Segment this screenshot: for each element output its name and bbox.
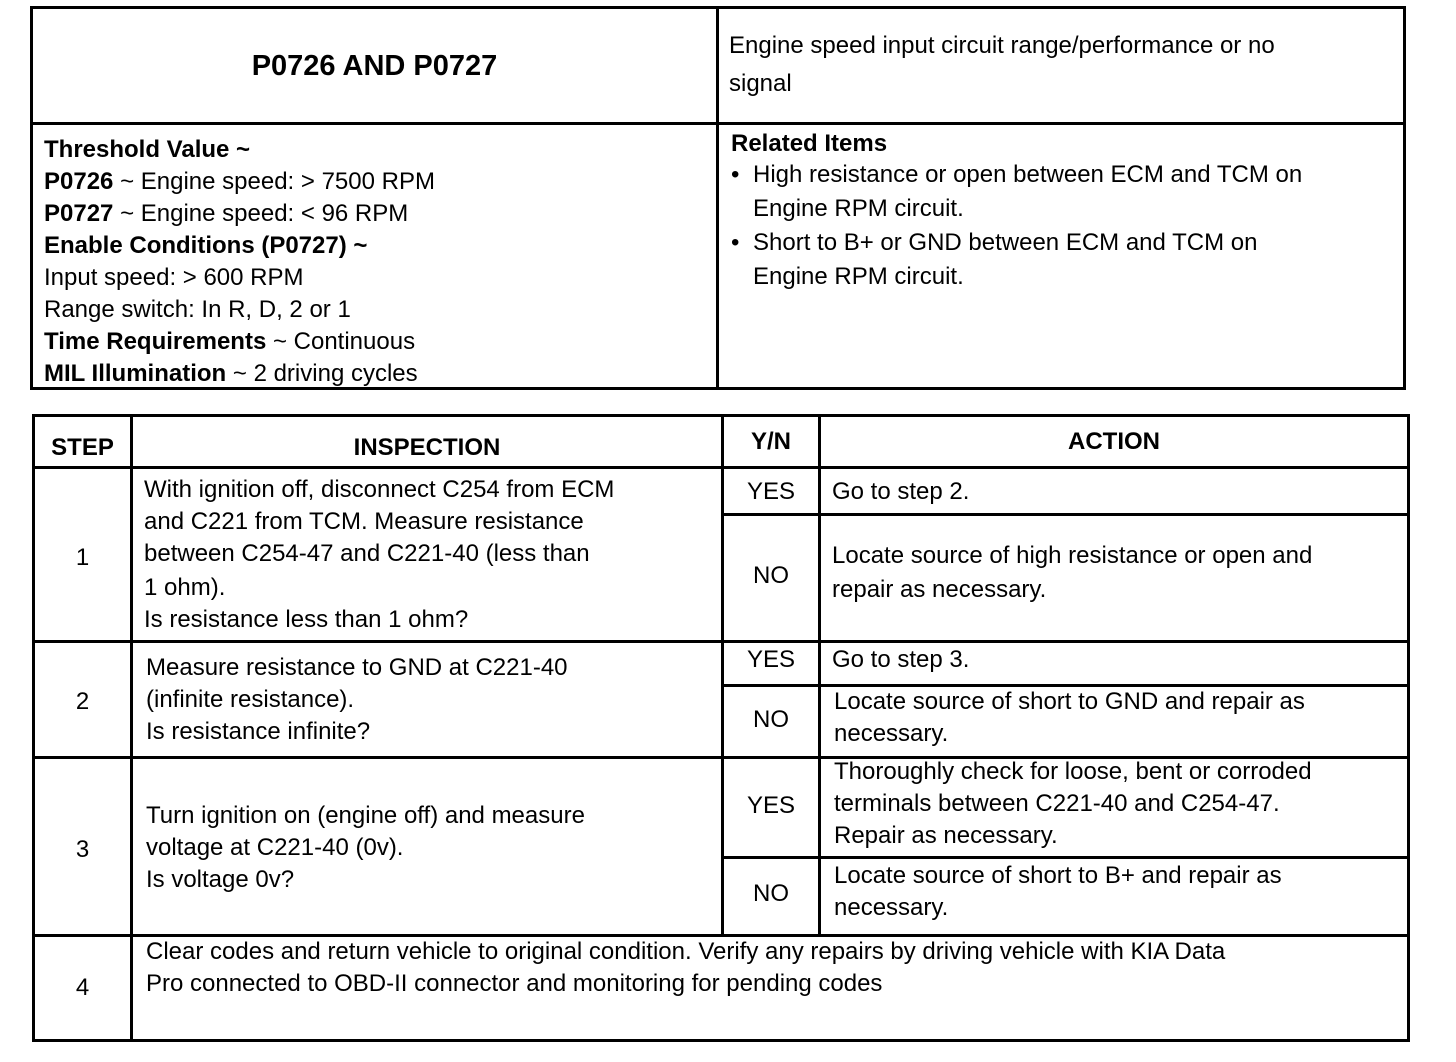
inspection-line: Is resistance infinite?	[146, 718, 371, 745]
yes-label: YES	[746, 792, 796, 819]
related-items-title: Related Items	[731, 130, 888, 157]
p0727-text: ~ Engine speed: < 96 RPM	[113, 200, 409, 227]
input-speed-condition: Input speed: > 600 RPM	[44, 264, 304, 291]
step-number: 1	[75, 544, 90, 571]
related-item: • Short to B+ or GND between ECM and TCM on Engine RPM circuit.	[729, 226, 1302, 294]
p0727-code: P0727	[44, 200, 114, 227]
action-line: Locate source of short to GND and repair as	[834, 688, 1305, 715]
action-line: necessary.	[834, 894, 949, 921]
step-number: 3	[75, 836, 90, 863]
inspection-line: voltage at C221-40 (0v).	[146, 834, 404, 861]
action-line: repair as necessary.	[832, 576, 1047, 603]
inspection-line: Measure resistance to GND at C221-40	[146, 654, 568, 681]
mil-illumination	[44, 358, 418, 390]
action-line: terminals between C221-40 and C254-47.	[834, 790, 1280, 817]
related-items-list	[729, 158, 1302, 294]
header-yn: Y/N	[750, 428, 791, 455]
dtc-codes-title: P0726 AND P0727	[251, 50, 498, 82]
related-item: • High resistance or open between ECM and TCM on Engine RPM circuit.	[729, 158, 1302, 226]
action-line: Repair as necessary.	[834, 822, 1058, 849]
threshold-label: Threshold Value ~	[44, 136, 251, 163]
yes-no-divider	[721, 513, 1410, 516]
p0726-text: ~ Engine speed: > 7500 RPM	[113, 168, 435, 195]
inspection-line: (infinite resistance).	[146, 686, 355, 713]
step-number: 2	[75, 688, 90, 715]
time-label: Time Requirements	[44, 328, 267, 355]
yes-label: YES	[746, 478, 796, 505]
time-requirements	[44, 326, 415, 358]
enable-conditions-label: Enable Conditions (P0727) ~	[44, 232, 368, 259]
header-inspection: INSPECTION	[353, 434, 501, 461]
no-label: NO	[753, 562, 789, 589]
range-switch-condition: Range switch: In R, D, 2 or 1	[44, 296, 351, 323]
header-action: ACTION	[1068, 428, 1160, 455]
header-row-divider	[32, 466, 1410, 469]
time-value: ~ Continuous	[266, 328, 416, 355]
p0726-code: P0726	[44, 168, 114, 195]
p0726-threshold	[44, 166, 435, 198]
no-label: NO	[753, 880, 789, 907]
dtc-description-line: Engine speed input circuit range/performance or no	[729, 32, 1275, 59]
yes-label: YES	[746, 646, 796, 673]
dtc-info-divider-horizontal	[30, 122, 1406, 125]
dtc-description-line: signal	[729, 70, 792, 97]
yes-action: Go to step 2.	[832, 478, 970, 505]
col-divider-step	[130, 414, 133, 1042]
inspection-line: and C221 from TCM. Measure resistance	[144, 508, 584, 535]
instruction-line: Pro connected to OBD-II connector and monitoring for pending codes	[146, 970, 883, 997]
no-label: NO	[753, 706, 789, 733]
action-line: necessary.	[834, 720, 949, 747]
mil-label: MIL Illumination	[44, 360, 227, 387]
mil-value: ~ 2 driving cycles	[226, 360, 418, 387]
action-line: Locate source of short to B+ and repair as	[834, 862, 1282, 889]
header-step: STEP	[51, 434, 114, 461]
inspection-line: Is resistance less than 1 ohm?	[144, 606, 469, 633]
row-divider	[32, 640, 1410, 643]
p0727-threshold	[44, 198, 408, 230]
action-line: Thoroughly check for loose, bent or corroded	[834, 758, 1312, 785]
inspection-line: Turn ignition on (engine off) and measure	[146, 802, 585, 829]
inspection-line: 1 ohm).	[144, 574, 226, 601]
inspection-line: between C254-47 and C221-40 (less than	[144, 540, 590, 567]
instruction-line: Clear codes and return vehicle to original condition. Verify any repairs by driving vehicle with KIA Data	[146, 938, 1226, 965]
action-line: Locate source of high resistance or open and	[832, 542, 1313, 569]
inspection-line: With ignition off, disconnect C254 from ECM	[144, 476, 615, 503]
dtc-info-divider-vertical	[716, 6, 719, 390]
inspection-line: Is voltage 0v?	[146, 866, 295, 893]
yes-action: Go to step 3.	[832, 646, 970, 673]
yes-no-divider	[721, 856, 1410, 859]
step-number: 4	[75, 974, 90, 1001]
